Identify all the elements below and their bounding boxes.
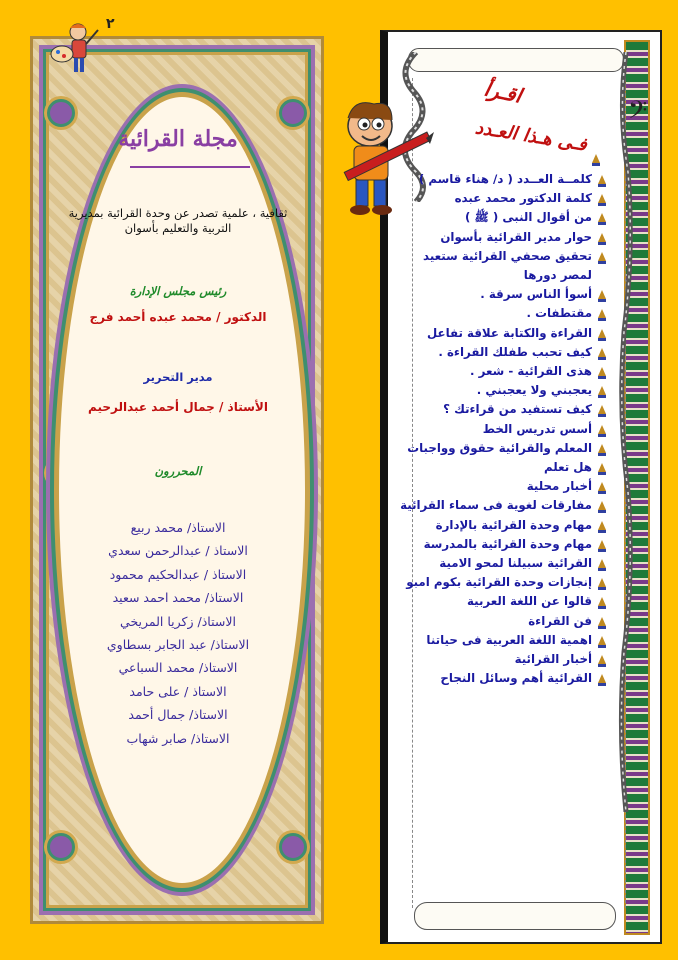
- toc-item-label: كيف تستفيد من قراءتك ؟: [443, 402, 592, 417]
- bullet-icon: [598, 540, 606, 549]
- ornament-icon: [47, 99, 75, 127]
- list-item: [396, 592, 606, 611]
- bullet-icon: [598, 233, 606, 242]
- toc-item-label: أخبار القرائية: [514, 652, 592, 667]
- bullet-icon: [598, 501, 606, 510]
- toc-item-label: كلمة الدكتور محمد عبده: [454, 191, 592, 206]
- ornament-icon: [279, 833, 307, 861]
- bullet-icon: [598, 405, 606, 414]
- toc-item-label: القرائية سبيلنا لمحو الامية: [439, 556, 592, 571]
- list-item: [396, 247, 606, 285]
- editor-item: الاستاذ / على حامد: [129, 683, 227, 699]
- toc-item-label: إنجازات وحدة القرائية بكوم امبو: [406, 575, 592, 590]
- scroll-top-roll: [408, 48, 624, 72]
- list-item: [396, 208, 606, 227]
- toc-item-label: هذى القرائية - شعر .: [470, 364, 592, 379]
- list-item: [396, 228, 606, 247]
- toc-item-label: قالوا عن اللغة العربية: [467, 594, 592, 609]
- list-item: [396, 324, 606, 343]
- toc-item-label: المعلم والقرائية حقوق وواجبات: [407, 440, 592, 455]
- magazine-subtitle: ثقافية ، علمية تصدر عن وحدة القرائية بمديرية التربية والتعليم بأسوان: [68, 206, 288, 235]
- toc-item-label: مهام وحدة القرائية بالمدرسة: [423, 536, 592, 551]
- toc-item-label: كيف تحبب طفلك القراءة .: [438, 344, 592, 359]
- board-chair-heading: رئيس مجلس الإدارة: [129, 284, 227, 298]
- list-item: [396, 304, 606, 323]
- list-item: [396, 381, 606, 400]
- ornament-icon: [279, 99, 307, 127]
- list-item: [396, 554, 606, 573]
- list-item: [396, 669, 606, 688]
- bullet-icon: [598, 309, 606, 318]
- bullet-icon: [598, 521, 606, 530]
- list-item: [396, 516, 606, 535]
- editor-item: الاستاذ/ زكريا المريخي: [120, 613, 236, 629]
- editor-item: الاستاذ/ محمد السباعي: [118, 660, 238, 676]
- list-item: [396, 631, 606, 650]
- bullet-icon: [598, 175, 606, 184]
- toc-item-label: يعجبني ولا يعجبني .: [476, 383, 592, 398]
- editor-item: الاستاذ/ محمد احمد سعيد: [112, 590, 244, 606]
- toc-title-issue: فـى هـذا العـدد: [473, 117, 589, 156]
- editor-item: الاستاذ/ جمال أحمد: [128, 707, 228, 723]
- toc-item-label: فن القراءة: [528, 613, 592, 628]
- bullet-icon: [598, 578, 606, 587]
- editor-heading: مدير التحرير: [143, 370, 213, 384]
- editors-list: [62, 516, 294, 750]
- list-item: [396, 285, 606, 304]
- toc-item-label: كلمــة العــدد ( د/ هناء قاسم ): [418, 172, 592, 186]
- toc-item-label: مفارقات لغوية فى سماء القرائية: [400, 498, 592, 513]
- list-item: [396, 420, 606, 439]
- bullet-icon: [598, 482, 606, 491]
- editor-item: الاستاذ/ محمد ربيع: [130, 520, 226, 535]
- bullet-icon: [598, 597, 606, 606]
- list-item: [396, 612, 606, 631]
- list-item: [396, 650, 606, 669]
- bullet-icon: [598, 386, 606, 395]
- bullet-icon: [598, 348, 606, 357]
- list-item: [396, 439, 606, 458]
- editor-item: الاستاذ/ صابر شهاب: [126, 730, 230, 746]
- bullet-icon: [598, 617, 606, 626]
- toc-item-label: القراءة والكتابة علاقة تفاعل: [427, 325, 592, 340]
- title-divider: [130, 166, 250, 168]
- toc-item-label: القرائية أهم وسائل النجاح: [440, 671, 592, 686]
- painter-icon: [48, 20, 102, 78]
- toc-title-read: اقـرأ: [481, 76, 524, 108]
- editor-name: الأستاذ / جمال أحمد عبدالرحيم: [88, 400, 268, 414]
- editors-heading: المحررون: [154, 464, 202, 478]
- toc-item-label: مهام وحدة القرائية بالإدارة: [435, 517, 592, 532]
- bullet-icon: [598, 290, 606, 299]
- bullet-icon: [598, 425, 606, 434]
- page-number: ٢: [106, 16, 115, 32]
- bullet-icon: [598, 463, 606, 472]
- bullet-icon: [598, 367, 606, 376]
- board-chair-name: الدكتور / محمد عبده أحمد فرج: [89, 310, 267, 324]
- bullet-icon: [598, 636, 606, 645]
- list-item: [396, 343, 606, 362]
- bullet-icon: [598, 444, 606, 453]
- editor-item: الاستاذ / عبدالحكيم محمود: [109, 566, 247, 582]
- scroll-bottom-roll: [414, 902, 616, 930]
- rope-icon: [616, 52, 636, 812]
- toc-item-label: هل تعلم: [544, 460, 592, 475]
- list-item: [396, 170, 606, 189]
- ornament-icon: [47, 833, 75, 861]
- bullet-icon: [590, 154, 600, 166]
- list-item: [396, 496, 606, 515]
- bullet-icon: [598, 252, 606, 261]
- editor-item: الاستاذ / عبدالرحمن سعدي: [108, 543, 248, 559]
- toc-item-label: حوار مدير القرائية بأسوان: [440, 229, 592, 244]
- list-item: [396, 189, 606, 208]
- list-item: [396, 535, 606, 554]
- editor-item: الاستاذ/ عبد الجابر بسطاوي: [106, 637, 250, 653]
- toc-item-label: أسس تدريس الخط: [482, 421, 592, 436]
- bullet-icon: [598, 329, 606, 338]
- music-clef-icon: 𝄢: [628, 96, 648, 131]
- bullet-icon: [598, 674, 606, 683]
- list-item: [396, 458, 606, 477]
- bullet-icon: [598, 655, 606, 664]
- magazine-title: مجلة القرائية: [118, 126, 238, 152]
- list-item: [396, 477, 606, 496]
- list-item: [396, 573, 606, 592]
- toc-item-label: مقتطفات .: [526, 306, 592, 321]
- toc-item-label: أخبار محلية: [526, 479, 592, 494]
- toc-item-label: أسوأ الناس سرقة .: [480, 287, 592, 302]
- list-item: [396, 362, 606, 381]
- bullet-icon: [598, 194, 606, 203]
- toc-item-label: من أقوال النبى ( ﷺ ): [465, 210, 592, 225]
- list-item: [396, 400, 606, 419]
- bullet-icon: [598, 559, 606, 568]
- toc-item-label: تحقيق صحفي القرائية ستعيد لمصر دورها: [423, 248, 592, 283]
- table-of-contents: [396, 170, 606, 688]
- bullet-icon: [598, 213, 606, 222]
- toc-item-label: اهمية اللغة العربية فى حياتنا: [426, 632, 592, 647]
